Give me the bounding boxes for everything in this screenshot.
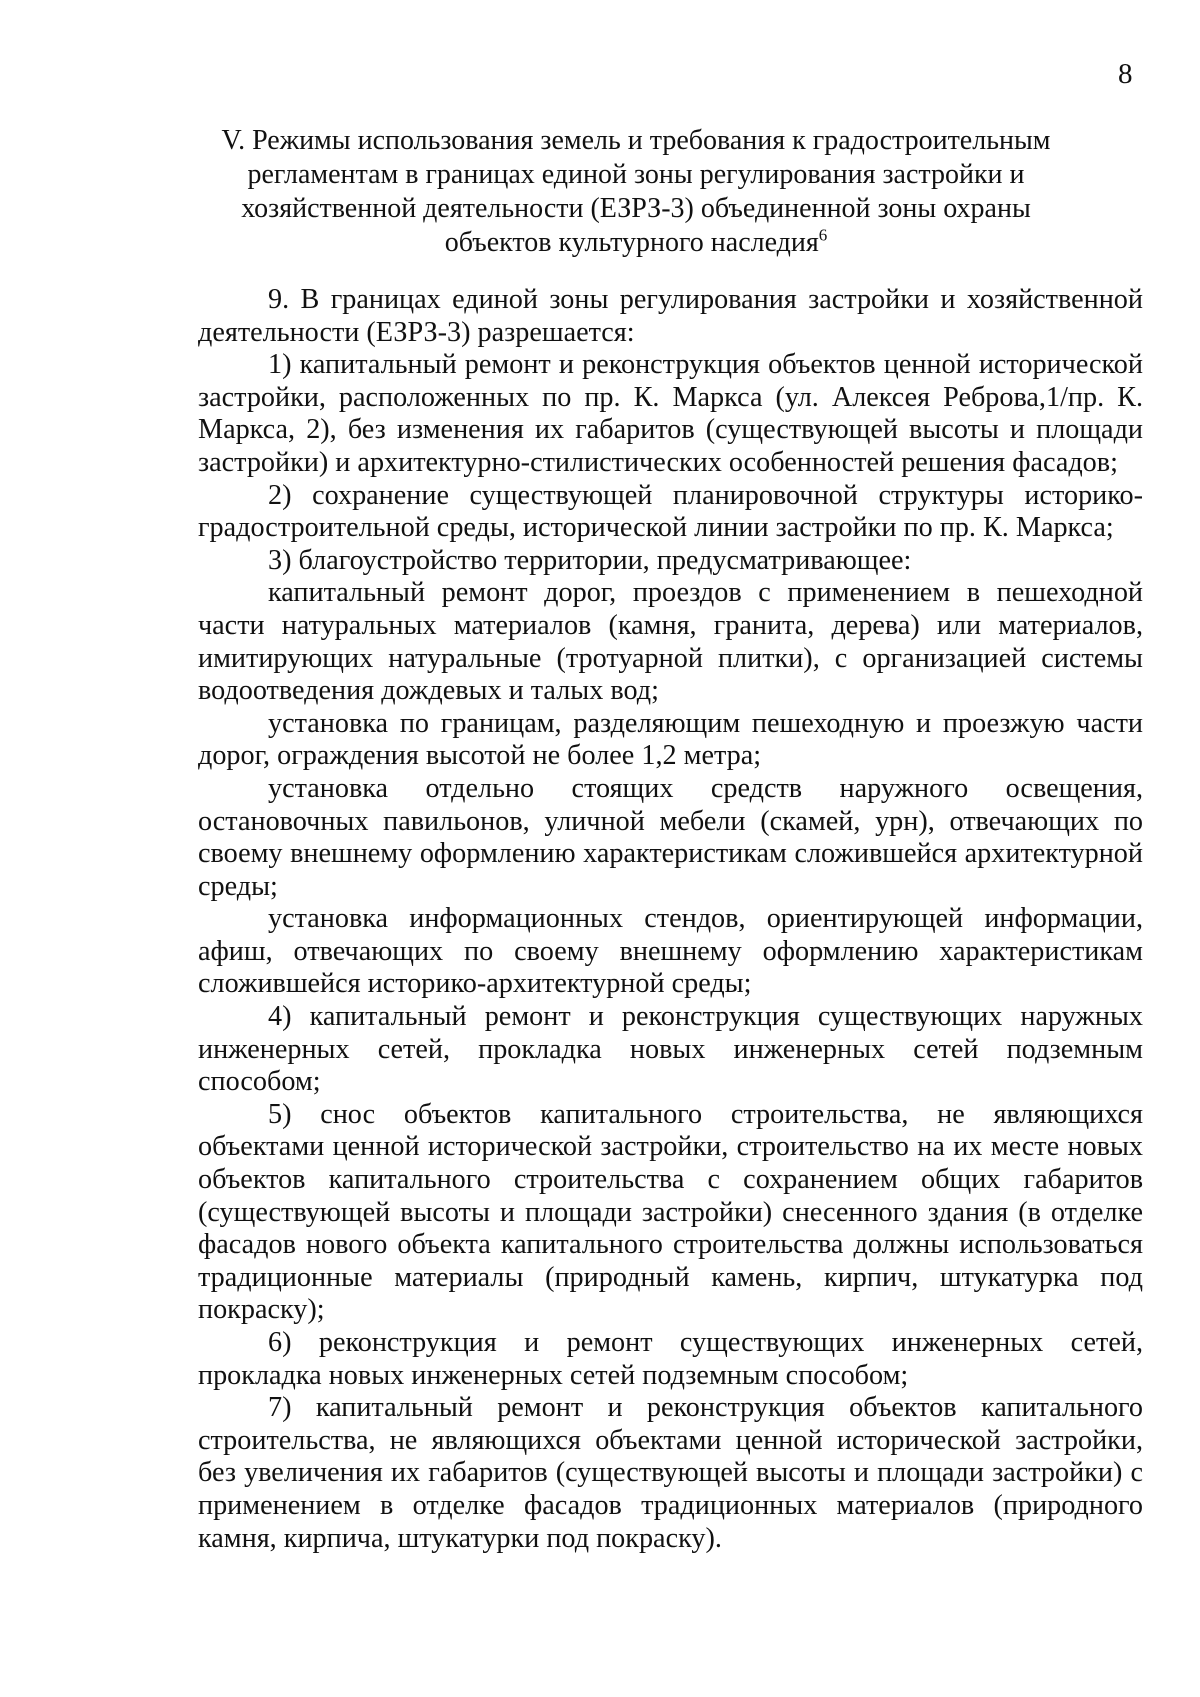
footnote-reference: 6	[818, 225, 828, 245]
list-item-2: 2) сохранение существующей планировочной структуры историко-градостроительной среды, исторической линии застройки по пр. К. Маркса;	[198, 479, 1143, 544]
sub-item-road-repair: капитальный ремонт дорог, проездов с применением в пешеходной части натуральных материалов (камня, гранита, дерева) или материалов, имитирующих натуральные (тротуарной плитки), с организацией системы водоотведения дождевых и талых вод;	[198, 577, 1143, 707]
page-number: 8	[1118, 58, 1133, 90]
list-item-5: 5) снос объектов капитального строительства, не являющихся объектами ценной исторической застройки, строительство на их месте новых объектов капитального строительства с сохранением общих габаритов (существующей высоты и площади застройки) снесенного здания (в отделке фасадов нового объекта капитального строительства должны использоваться традиционные материалы (природный камень, кирпич, штукатурка под покраску);	[198, 1098, 1143, 1326]
list-item-7: 7) капитальный ремонт и реконструкция объектов капитального строительства, не являющихся объектами ценной исторической застройки, без увеличения их габаритов (существующей высоты и площади застройки) с применением в отделке фасадов традиционных материалов (природного камня, кирпича, штукатурки под покраску).	[198, 1392, 1143, 1554]
sub-item-lighting-furniture: установка отдельно стоящих средств наружного освещения, остановочных павильонов, уличной мебели (скамей, урн), отвечающих по своему внешнему оформлению характеристикам сложившейся архитектурной среды;	[198, 772, 1143, 902]
list-item-6: 6) реконструкция и ремонт существующих инженерных сетей, прокладка новых инженерных сетей подземным способом;	[198, 1327, 1143, 1391]
paragraph-item-9: 9. В границах единой зоны регулирования застройки и хозяйственной деятельности (ЕЗРЗ-3) разрешается:	[198, 284, 1143, 348]
sub-item-fencing: установка по границам, разделяющим пешеходную и проезжую части дорог, ограждения высотой не более 1,2 метра;	[198, 707, 1143, 772]
list-item-3: 3) благоустройство территории, предусматривающее:	[268, 544, 912, 576]
document-body	[198, 284, 1143, 1555]
list-item-1: 1) капитальный ремонт и реконструкция объектов ценной исторической застройки, расположенных по пр. К. Маркса (ул. Алексея Реброва,1/пр. К. Маркса, 2), без изменения их габаритов (существующей высоты и площади застройки) и архитектурно-стилистических особенностей решения фасадов;	[198, 349, 1143, 478]
section-heading-text: V. Режимы использования земель и требования к градостроительным регламентам в границах единой зоны регулирования застройки и хозяйственной деятельности (ЕЗРЗ-3) объединенной зоны охраны объектов культурного наследия	[221, 125, 1051, 258]
list-item-4: 4) капитальный ремонт и реконструкция существующих наружных инженерных сетей, прокладка новых инженерных сетей подземным способом;	[198, 1001, 1143, 1098]
sub-item-info-stands: установка информационных стендов, ориентирующей информации, афиш, отвечающих по своему внешнему оформлению характеристикам сложившейся историко-архитектурной среды;	[198, 903, 1143, 1000]
section-heading	[196, 124, 1076, 260]
